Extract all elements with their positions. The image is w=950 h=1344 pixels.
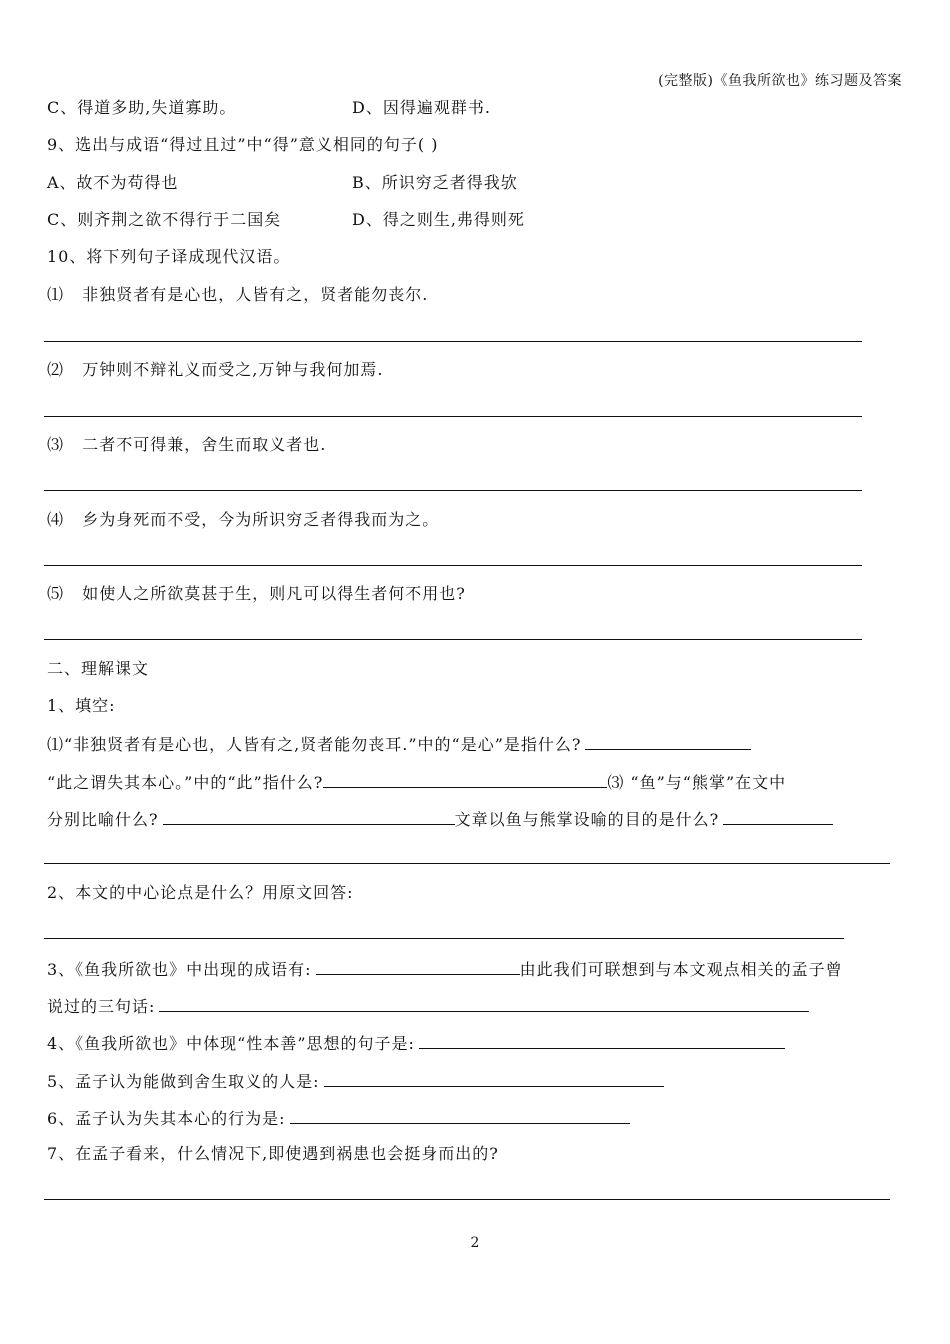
q10-item-3-text: 二者不可得兼，舍生而取义者也. — [82, 435, 327, 454]
q10-item-5-number: ⑸ — [47, 584, 65, 603]
q10-item-5 — [47, 584, 466, 604]
page-number: 2 — [470, 1235, 480, 1251]
q10-answer-line-3[interactable] — [44, 490, 862, 491]
s2-q6-text: 6、孟子认为失其本心的行为是: — [47, 1109, 286, 1128]
s2-q1-stem: 1、填空: — [47, 696, 116, 715]
s2-q1-sub4-text: 文章以鱼与熊掌设喻的目的是什么? — [454, 810, 720, 829]
s2-q6-line — [47, 1107, 630, 1129]
s2-q7-stem: 7、在孟子看来，什么情况下,即使遇到祸患也会挺身而出的? — [47, 1144, 499, 1163]
s2-q3-text-a: 3、《鱼我所欲也》中出现的成语有: — [47, 960, 312, 979]
s2-q5-line — [47, 1070, 664, 1092]
s2-q4-text: 4、《鱼我所欲也》中体现“性本善”思想的句子是: — [47, 1034, 415, 1053]
q10-item-2 — [47, 360, 383, 380]
q9-option-a: A、故不为苟得也 — [47, 173, 179, 192]
s2-q1-sub2-text: “此之谓失其本心。”中的“此”指什么? — [47, 773, 324, 792]
q10-answer-line-2[interactable] — [44, 416, 862, 417]
s2-q1-sub4-blank[interactable] — [723, 808, 833, 825]
s2-q1-sub3-cont-text: 分别比喻什么? — [47, 810, 159, 829]
s2-q5-text: 5、孟子认为能做到舍生取义的人是: — [47, 1072, 320, 1091]
s2-q3-line-2 — [47, 995, 809, 1017]
s2-q4-blank[interactable] — [419, 1032, 785, 1049]
q10-item-5-text: 如使人之所欲莫甚于生，则凡可以得生者何不用也? — [82, 584, 466, 603]
q9-option-c: C、则齐荆之欲不得行于二国矣 — [47, 210, 282, 229]
s2-q2-stem: 2、本文的中心论点是什么？用原文回答: — [47, 883, 354, 902]
s2-q3-blank-quotes[interactable] — [159, 995, 809, 1012]
document-header: (完整版)《鱼我所欲也》练习题及答案 — [658, 73, 902, 89]
s2-q1-line-3 — [47, 808, 833, 830]
q9-option-d: D、得之则生,弗得则死 — [352, 210, 525, 229]
s2-q3-text-b: 由此我们可联想到与本文观点相关的孟子曾 — [519, 960, 843, 979]
s2-q1-sub1-text: ⑴“非独贤者有是心也，人皆有之,贤者能勿丧耳.”中的“是心”是指什么? — [47, 735, 582, 754]
s2-q1-line-1 — [47, 733, 751, 755]
s2-q4-line — [47, 1032, 785, 1054]
s2-q5-blank[interactable] — [324, 1070, 664, 1087]
q10-answer-line-5[interactable] — [44, 639, 862, 640]
q10-item-3 — [47, 435, 326, 455]
s2-q6-blank[interactable] — [290, 1107, 630, 1124]
s2-q1-sub3-text: ⑶ “鱼”与“熊掌”在文中 — [607, 773, 787, 792]
q10-answer-line-4[interactable] — [44, 565, 862, 566]
q10-answer-line-1[interactable] — [44, 341, 862, 342]
s2-q3-line-1 — [47, 958, 843, 980]
q10-item-4 — [47, 510, 439, 530]
q10-item-4-text: 乡为身死而不受，今为所识穷乏者得我而为之。 — [82, 510, 440, 529]
s2-q1-line-2 — [47, 771, 786, 793]
s2-q1-sub3-blank[interactable] — [163, 808, 455, 825]
q10-item-2-number: ⑵ — [47, 360, 65, 379]
s2-q1-answer-line[interactable] — [44, 863, 890, 864]
section-2-title: 二、理解课文 — [47, 659, 150, 678]
q10-item-4-number: ⑷ — [47, 510, 65, 529]
q8-option-d: D、因得遍观群书. — [352, 98, 491, 117]
q9-stem: 9、选出与成语“得过且过”中“得”意义相同的句子( ) — [47, 135, 439, 154]
s2-q3-text-c: 说过的三句话: — [47, 997, 156, 1016]
q10-item-1-number: ⑴ — [47, 285, 65, 304]
q10-item-1-text: 非独贤者有是心也，人皆有之，贤者能勿丧尔. — [82, 285, 429, 304]
q8-option-c: C、得道多助,失道寡助。 — [47, 98, 237, 117]
s2-q2-answer-line[interactable] — [44, 938, 844, 939]
s2-q1-sub2-blank[interactable] — [323, 771, 607, 788]
q10-item-2-text: 万钟则不辩礼义而受之,万钟与我何加焉. — [82, 360, 384, 379]
s2-q3-blank-idioms[interactable] — [316, 958, 520, 975]
s2-q7-answer-line[interactable] — [44, 1199, 890, 1200]
q10-item-1 — [47, 285, 428, 305]
q10-stem: 10、将下列句子译成现代汉语。 — [47, 247, 291, 266]
q10-item-3-number: ⑶ — [47, 435, 65, 454]
q9-option-b: B、所识穷乏者得我欤 — [352, 173, 518, 192]
s2-q1-sub1-blank[interactable] — [585, 733, 751, 750]
